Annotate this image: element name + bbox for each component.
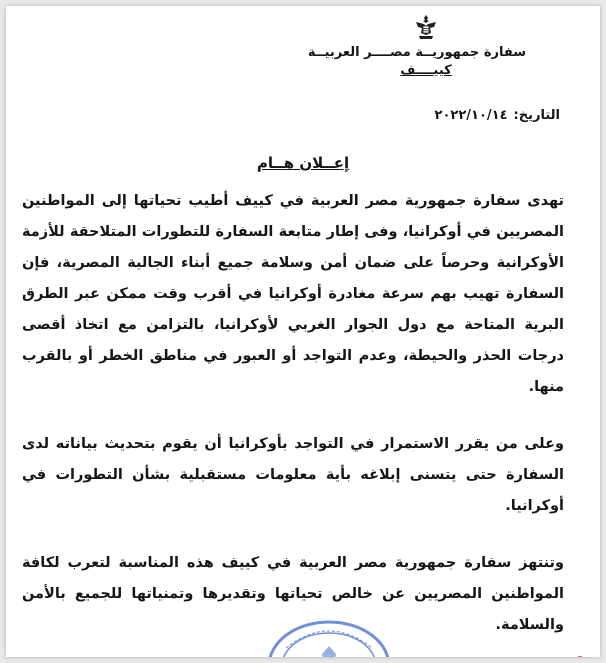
- embassy-name: سفارة جمهوريــة مصــــر العربيــة: [307, 45, 526, 60]
- corner-mark: [576, 656, 584, 657]
- paragraph-1: تهدى سفارة جمهورية مصر العربية في كييف أطيب تحياتها إلى المواطنين المصريين في أوكرانيا، وفى إطار متابعة السفارة للتطورات المتلاحقة للأزمة الأوكرانية وحرصاً على ضمان أمن وسلامة جميع أبناء الجالية المصرية، فإن السفارة تهيب بهم سرعة مغادرة أوكرانيا في أقرب وقت ممكن عبر الطرق البرية المتاحة مع دول الجوار الغربي لأوكرانيا، بالتزامن مع اتخاذ أقصى درجات الحذر والحيطة، وعدم التواجد أو العبور في مناطق الخطر أو بالقرب منها.: [22, 193, 564, 395]
- egypt-eagle-emblem-icon: [413, 14, 439, 42]
- date-label: التاريخ:: [513, 108, 560, 123]
- announcement-title: إعــلان هــام: [256, 154, 350, 172]
- paragraph-3: وتنتهز سفارة جمهورية مصر العربية في كييف هذه المناسبة لتعرب لكافة المواطنين المصريين عن خالص تحياتها وتقديرها وتمنياتها للجميع بالأمن والسلامة.: [22, 555, 564, 633]
- letterhead: [307, 14, 526, 80]
- date-value: ٢٠٢٢/١٠/١٤: [434, 108, 508, 123]
- announcement-body: [22, 186, 564, 657]
- date-line: [435, 108, 560, 123]
- city-name: كييــــف: [400, 63, 452, 78]
- document-page: [6, 6, 600, 657]
- paragraph-2: وعلى من يقرر الاستمرار في التواجد بأوكرانيا أن يقوم بتحديث بياناته لدى السفارة حتى يتسنى إبلاغه بأية معلومات مستقبلية بشأن التطورات في أوكرانيا.: [22, 436, 564, 514]
- embassy-seal-stamp-icon: [264, 618, 394, 657]
